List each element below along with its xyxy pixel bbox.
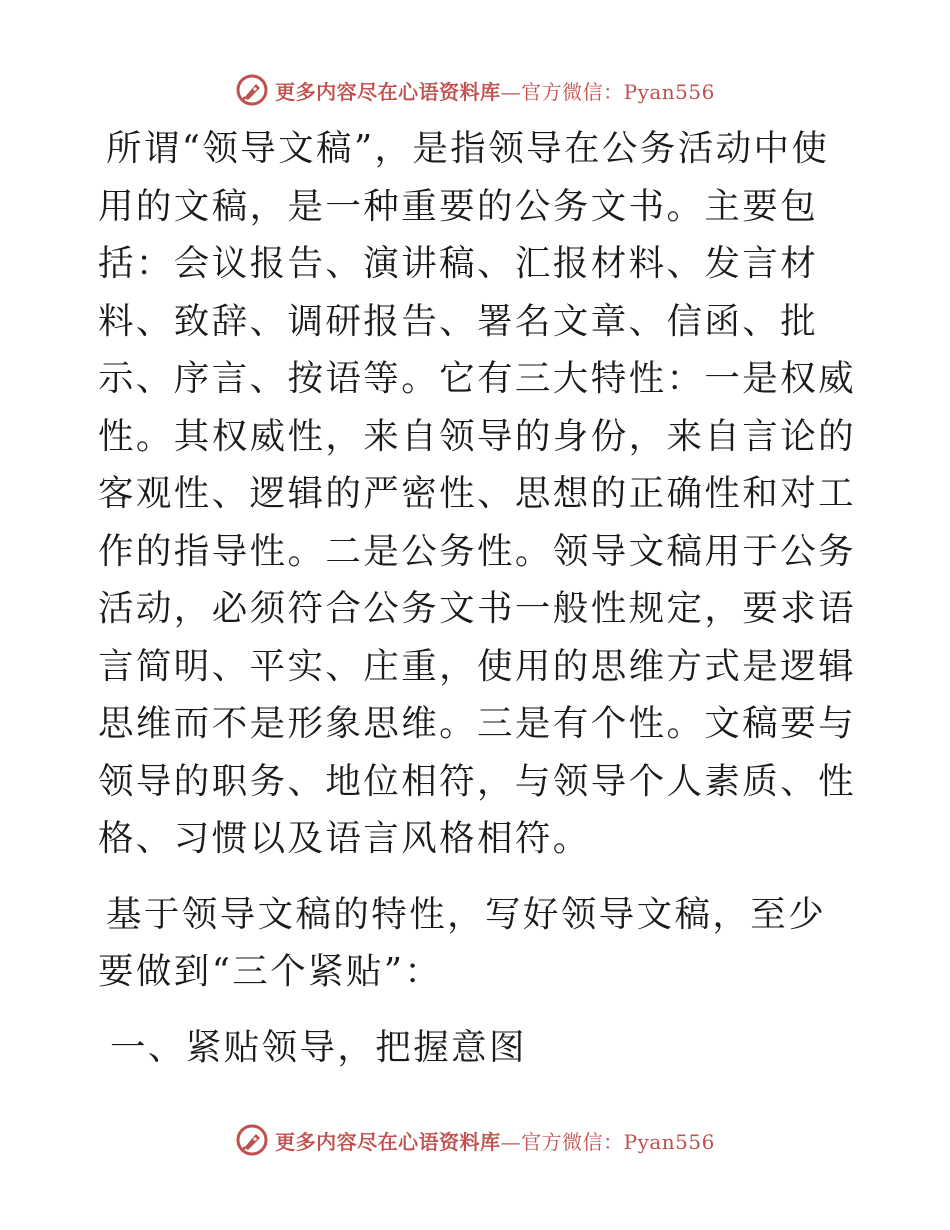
document-body xyxy=(98,120,858,1076)
header-banner-text xyxy=(275,76,715,105)
paragraph-three-principles: 基于领导文稿的特性，写好领导文稿，至少要做到“三个紧贴”： xyxy=(98,893,827,992)
header-banner xyxy=(0,70,950,110)
section-heading-1: 一、紧贴领导，把握意图 xyxy=(110,1026,527,1068)
footer-banner-wechat: —官方微信：Pyan556 xyxy=(500,1129,715,1154)
header-banner-title: 更多内容尽在心语资料库 xyxy=(275,79,501,104)
header-banner-wechat: —官方微信：Pyan556 xyxy=(500,79,715,104)
pen-nib-logo-icon xyxy=(235,1123,269,1157)
footer-banner-title: 更多内容尽在心语资料库 xyxy=(275,1129,501,1154)
pen-nib-logo-icon xyxy=(235,73,269,107)
paragraph-definition: 所谓“领导文稿”，是指领导在公务活动中使用的文稿，是一种重要的公务文书。主要包括：会议报告、演讲稿、汇报材料、发言材料、致辞、调研报告、署名文章、信函、批示、序言、按语等。它有三大特性：一是权威性。其权威性，来自领导的身份，来自言论的客观性、逻辑的严密性、思想的正确性和对工作的指导性。二是公务性。领导文稿用于公务活动，必须符合公务文书一般性规定，要求语言简明、平实、庄重，使用的思维方式是逻辑思维而不是形象思维。三是有个性。文稿要与领导的职务、地位相符，与领导个人素质、性格、习惯以及语言风格相符。 xyxy=(98,128,857,859)
footer-banner xyxy=(0,1120,950,1160)
footer-banner-text xyxy=(275,1126,715,1155)
